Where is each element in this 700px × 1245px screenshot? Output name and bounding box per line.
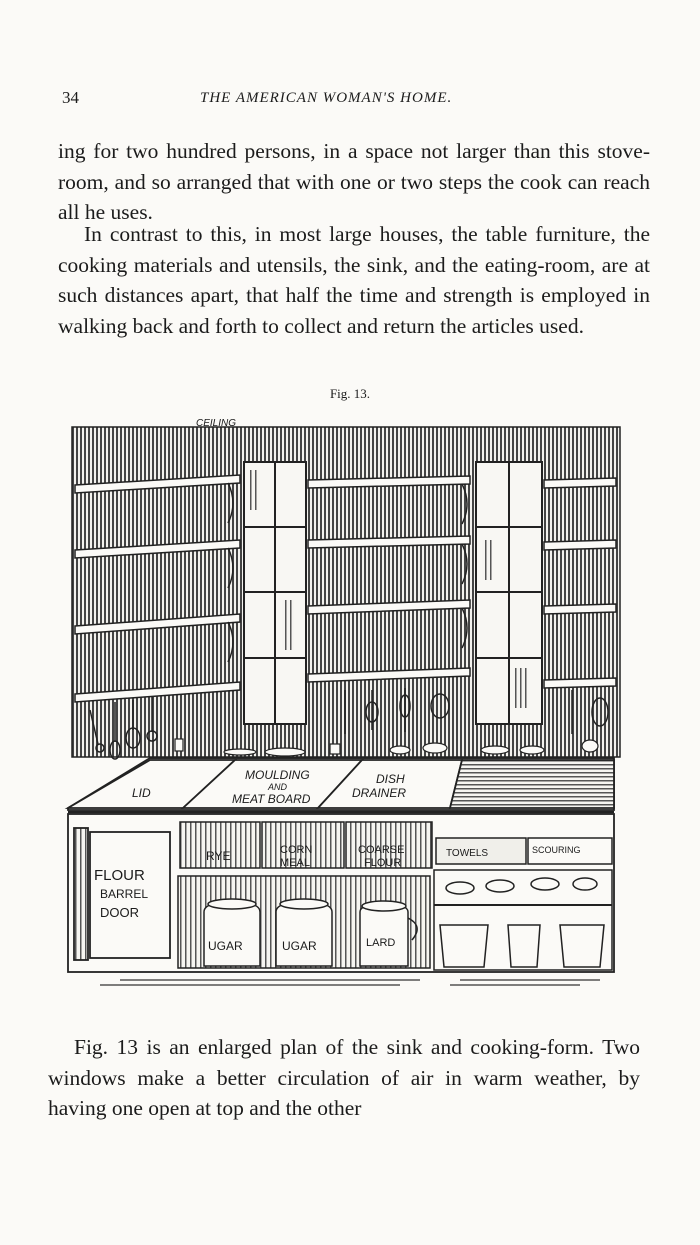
label-scouring: SCOURING <box>532 845 581 855</box>
label-ceiling: CEILING <box>196 418 237 429</box>
label-and: AND <box>268 782 288 792</box>
kitchen-shelving-illustration <box>0 405 700 1005</box>
label-rye: RYE <box>206 849 231 863</box>
label-moulding: MOULDING <box>245 768 310 782</box>
label-door: DOOR <box>100 905 139 920</box>
label-lard: LARD <box>366 937 396 949</box>
paragraph-1: ing for two hundred persons, in a space not larger than this stove-room, and so arranged that with one or two steps the cook can reach all he uses. <box>58 139 650 224</box>
label-sugar-2: UGAR <box>282 939 317 953</box>
label-flour: FLOUR <box>94 867 145 884</box>
paragraph-3: Fig. 13 is an enlarged plan of the sink and cooking-form. Two windows make a better circulation of air in warm weather, by having one open at top and the other <box>48 1035 640 1120</box>
page-number: 34 <box>62 88 79 107</box>
label-flour-drawer: FLOUR <box>364 857 402 869</box>
label-sugar-1: UGAR <box>208 939 243 953</box>
label-dish: DISH <box>376 772 405 786</box>
label-drainer: DRAINER <box>352 786 407 800</box>
label-corn: CORN <box>280 844 313 856</box>
window-left <box>244 462 306 724</box>
sugar-jar-1 <box>204 899 260 966</box>
label-barrel: BARREL <box>100 887 149 901</box>
floor-shadow <box>100 980 600 985</box>
sugar-jar-2 <box>276 899 332 966</box>
figure-caption: Fig. 13. <box>329 386 371 401</box>
label-lid: LID <box>132 786 151 800</box>
running-title: THE AMERICAN WOMAN'S HOME. <box>200 90 453 106</box>
lard-pot <box>360 901 417 966</box>
paragraph-2: In contrast to this, in most large houses, the table furniture, the cooking materials and utensils, the sink, and the eating-room, are at such distances apart, that half the time and strength is employed in walking back and forth to collect and return the articles used. <box>58 222 650 338</box>
counter-top <box>68 758 614 812</box>
label-towels: TOWELS <box>446 848 489 859</box>
window-right <box>476 462 542 724</box>
label-coarse: COARSE <box>358 844 405 856</box>
label-meat-board: MEAT BOARD <box>232 792 311 806</box>
label-meal: MEAL <box>280 857 310 869</box>
